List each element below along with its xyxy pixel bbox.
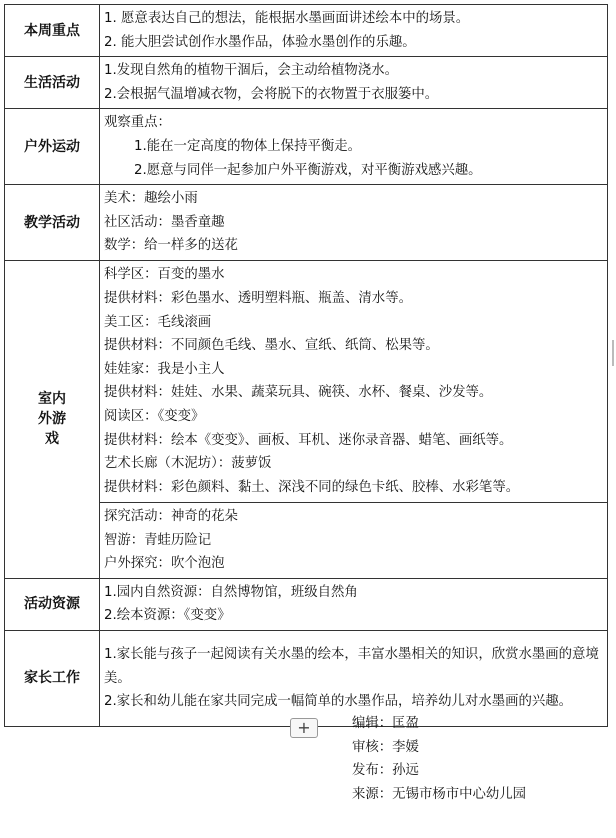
content-line: 阅读区：《变变》 bbox=[104, 409, 205, 425]
table-row bbox=[5, 57, 608, 109]
row-label-games bbox=[5, 260, 100, 578]
row-content-game-areas bbox=[100, 260, 608, 502]
content-line: 社区活动：墨香童趣 bbox=[104, 214, 225, 230]
content-line: 探究活动：神奇的花朵 bbox=[104, 508, 238, 524]
content-line: 2. 能大胆尝试创作水墨作品，体验水墨创作的乐趣。 bbox=[104, 34, 416, 50]
content-line: 2.绘本资源：《变变》 bbox=[104, 608, 231, 624]
row-content-weekly-focus bbox=[100, 5, 608, 57]
row-content-game-extra bbox=[100, 502, 608, 578]
content-line: 提供材料：不同颜色毛线、墨水、宣纸、纸筒、松果等。 bbox=[104, 338, 439, 354]
footer-editor: 编辑：匡盈 bbox=[352, 716, 419, 731]
table-row bbox=[5, 260, 608, 502]
row-label-daily-life: 生活活动 bbox=[5, 57, 100, 109]
table-row bbox=[5, 5, 608, 57]
row-content-daily-life bbox=[100, 57, 608, 109]
content-line: 1.发现自然角的植物干涸后，会主动给植物浇水。 bbox=[104, 63, 398, 79]
content-line: 智游：青蛙历险记 bbox=[104, 532, 212, 548]
row-content-resources bbox=[100, 578, 608, 630]
footer-credits bbox=[352, 712, 526, 806]
footer-source: 来源：无锡市杨市中心幼儿园 bbox=[352, 786, 527, 802]
table-row bbox=[5, 578, 608, 630]
content-line: 2.会根据气温增减衣物，会将脱下的衣物置于衣服篓中。 bbox=[104, 86, 439, 102]
content-line: 娃娃家：我是小主人 bbox=[104, 361, 225, 377]
weekly-plan-table bbox=[4, 4, 608, 727]
content-line: 艺术长廊（木泥坊）：菠萝饭 bbox=[104, 456, 272, 472]
add-button[interactable]: + bbox=[290, 718, 318, 738]
content-line: 提供材料：彩色颜料、黏土、深浅不同的绿色卡纸、胶棒、水彩笔等。 bbox=[104, 479, 520, 495]
content-line: 数学：给一样多的送花 bbox=[104, 238, 238, 254]
games-label-text: 室内外游戏 bbox=[38, 391, 66, 448]
content-line: 1.园内自然资源：自然博物馆，班级自然角 bbox=[104, 584, 358, 600]
content-line: 提供材料：彩色墨水、透明塑料瓶、瓶盖、清水等。 bbox=[104, 291, 412, 307]
row-content-outdoor-sports bbox=[100, 109, 608, 185]
content-line: 科学区：百变的墨水 bbox=[104, 267, 225, 283]
footer-publisher: 发布：孙远 bbox=[352, 763, 419, 778]
table-row bbox=[5, 109, 608, 185]
content-line: 1. 愿意表达自己的想法，能根据水墨画面讲述绘本中的场景。 bbox=[104, 11, 470, 26]
content-line: 2.家长和幼儿能在家共同完成一幅简单的水墨作品，培养幼儿对水墨画的兴趣。 bbox=[104, 694, 573, 710]
content-line: 美术：趣绘小雨 bbox=[104, 191, 198, 207]
content-line: 提供材料：娃娃、水果、蔬菜玩具、碗筷、水杯、餐桌、沙发等。 bbox=[104, 385, 493, 401]
content-line: 户外探究：吹个泡泡 bbox=[104, 556, 225, 572]
row-label-outdoor-sports: 户外运动 bbox=[5, 109, 100, 185]
content-line: 1.家长能与孩子一起阅读有关水墨的绘本，丰富水墨相关的知识，欣赏水墨画的意境美。 bbox=[104, 647, 599, 686]
content-line: 美工区：毛线滚画 bbox=[104, 314, 212, 330]
content-line: 1.能在一定高度的物体上保持平衡走。 bbox=[134, 138, 362, 154]
content-line: 提供材料：绘本《变变》、画板、耳机、迷你录音器、蜡笔、画纸等。 bbox=[104, 432, 513, 448]
row-label-teaching: 教学活动 bbox=[5, 185, 100, 261]
row-label-parents: 家长工作 bbox=[5, 630, 100, 726]
row-label-weekly-focus: 本周重点 bbox=[5, 5, 100, 57]
content-line: 2.愿意与同伴一起参加户外平衡游戏，对平衡游戏感兴趣。 bbox=[134, 162, 482, 178]
table-row bbox=[5, 185, 608, 261]
scroll-edge-marker bbox=[612, 340, 614, 366]
content-heading: 观察重点： bbox=[104, 115, 171, 131]
row-label-resources: 活动资源 bbox=[5, 578, 100, 630]
footer-reviewer: 审核：李媛 bbox=[352, 739, 419, 755]
row-content-teaching bbox=[100, 185, 608, 261]
